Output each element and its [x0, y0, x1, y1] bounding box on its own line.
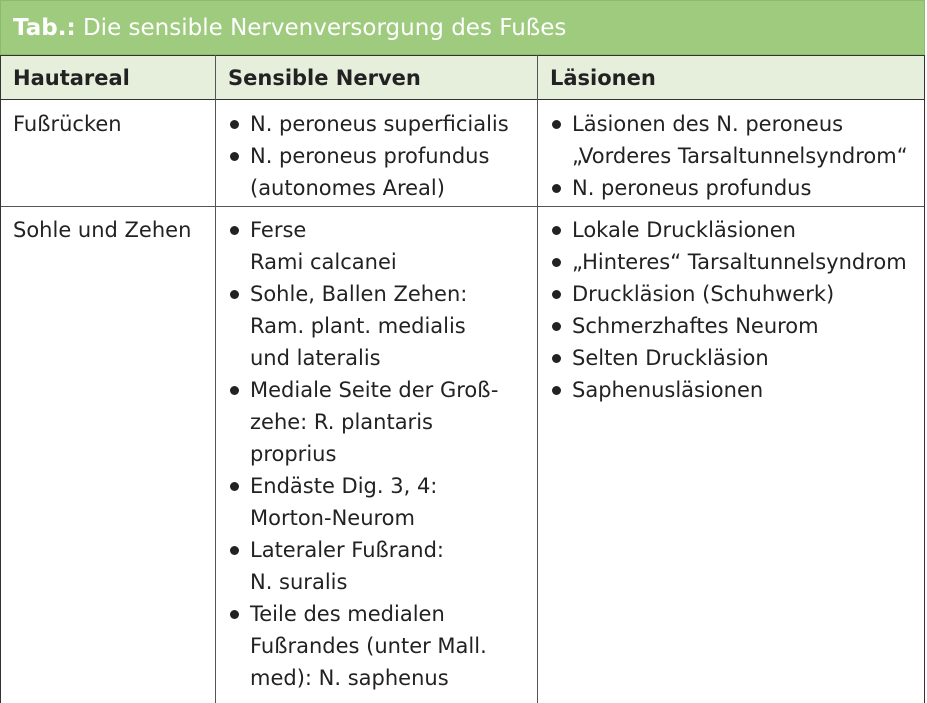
lesion-item	[550, 342, 924, 374]
nerve-item	[228, 278, 537, 374]
table-row-1-lesions	[538, 108, 924, 204]
column-header-lesions: Läsionen	[550, 66, 656, 90]
nerve-item-text: Mediale Seite der Groß-	[250, 378, 499, 402]
lesion-item	[550, 214, 924, 246]
lesion-item	[550, 172, 924, 204]
table-row-2-lesions	[538, 214, 924, 406]
nerve-item	[228, 598, 537, 694]
lesion-item-text: Schmerzhaftes Neurom	[572, 314, 819, 338]
nerve-table	[0, 55, 925, 703]
nerve-item-text: N. peroneus superficialis	[250, 112, 509, 136]
nerve-item-text: (autonomes Areal)	[250, 176, 445, 200]
lesion-item	[550, 278, 924, 310]
nerve-item	[228, 214, 537, 278]
nerve-list	[228, 108, 537, 204]
nerve-item	[228, 470, 537, 534]
table-row-2-nerves	[216, 214, 537, 694]
table-title-bar	[0, 0, 925, 55]
lesion-item	[550, 108, 924, 172]
table-row-2-area: Sohle und Zehen	[13, 218, 192, 242]
nerve-item-text: Endäste Dig. 3, 4:	[250, 474, 438, 498]
nerve-item-text: proprius	[250, 442, 337, 466]
lesion-item-text: Läsionen des N. peroneus	[572, 112, 844, 136]
nerve-item-text: N. suralis	[250, 570, 348, 594]
nerve-list	[228, 214, 537, 694]
table-title-text: Die sensible Nervenversorgung des Fußes	[82, 14, 567, 41]
lesion-item	[550, 374, 924, 406]
nerve-item-text: zehe: R. plantaris	[250, 410, 433, 434]
nerve-item	[228, 108, 537, 140]
nerve-item	[228, 534, 537, 598]
table-title-prefix: Tab.:	[13, 14, 76, 41]
lesion-item	[550, 310, 924, 342]
nerve-item-text: Teile des medialen	[250, 602, 445, 626]
nerve-item-text: Fußrandes (unter Mall.	[250, 634, 487, 658]
nerve-item-text: med): N. saphenus	[250, 666, 449, 690]
nerve-item-text: Morton-Neurom	[250, 506, 415, 530]
lesion-item-text: „Vorderes Tarsaltunnelsyndrom“	[572, 144, 908, 168]
column-header-nerves: Sensible Nerven	[228, 66, 421, 90]
lesion-item-text: Saphenusläsionen	[572, 378, 764, 402]
column-header-area: Hautareal	[13, 66, 130, 90]
lesion-list	[550, 108, 924, 204]
lesion-item-text: N. peroneus profundus	[572, 176, 812, 200]
nerve-item-text: N. peroneus profundus	[250, 144, 490, 168]
nerve-item	[228, 140, 537, 204]
lesion-item	[550, 246, 924, 278]
table-row-1-nerves	[216, 108, 537, 204]
table-header-row	[1, 55, 924, 100]
row-divider	[1, 206, 924, 207]
nerve-item-text: Sohle, Ballen Zehen:	[250, 282, 468, 306]
nerve-item-text: Ferse	[250, 218, 307, 242]
lesion-item-text: „Hinteres“ Tarsaltunnelsyndrom	[572, 250, 907, 274]
lesion-list	[550, 214, 924, 406]
table-row-1-area: Fußrücken	[13, 112, 122, 136]
nerve-item-text: Rami calcanei	[250, 250, 397, 274]
nerve-item-text: Ram. plant. medialis	[250, 314, 466, 338]
lesion-item-text: Selten Druckläsion	[572, 346, 769, 370]
lesion-item-text: Lokale Druckläsionen	[572, 218, 796, 242]
nerve-item-text: Lateraler Fußrand:	[250, 538, 444, 562]
nerve-item	[228, 374, 537, 470]
nerve-item-text: und lateralis	[250, 346, 381, 370]
lesion-item-text: Druckläsion (Schuhwerk)	[572, 282, 835, 306]
